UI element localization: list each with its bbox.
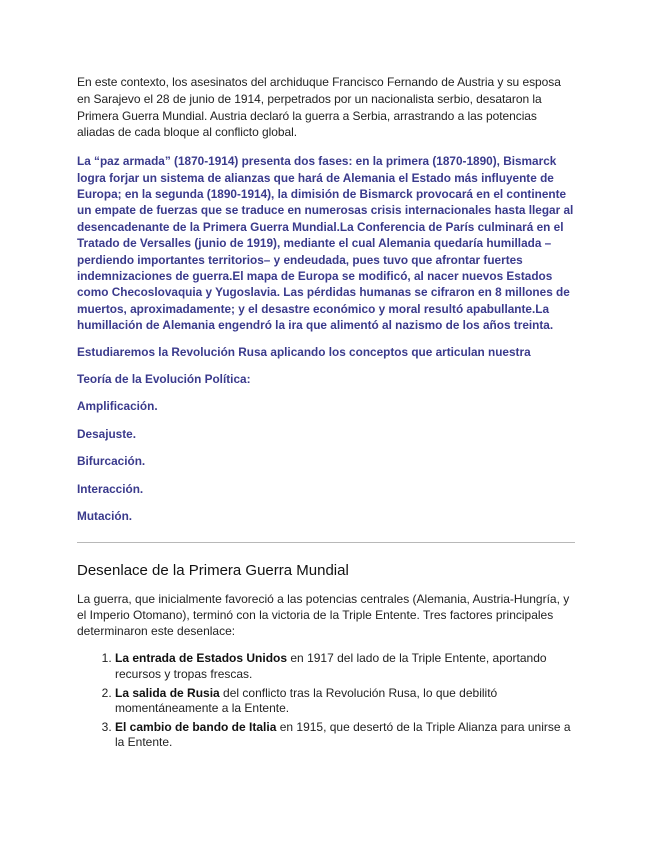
concept-item: Mutación. xyxy=(77,509,133,524)
factor-title: La entrada de Estados Unidos xyxy=(115,651,288,666)
factor-text: en 1917 del lado de la Triple Entente, aportando recursos y tropas frescas. xyxy=(115,651,547,681)
intro-paragraph: En este contexto, los asesinatos del archiduque Francisco Fernando de Austria y su esposa en Sarajevo el 28 de junio de 1914, perpetrados por un nacionalista serbio, desataron la Primera Guerra Mundial. Austria declaró la guerra a Serbia, arrastrando a las potencias aliadas de cada bloque al conflicto global. xyxy=(77,75,561,140)
section-divider xyxy=(77,542,575,543)
factor-text: en 1915, que desertó de la Triple Alianza para unirse a la Entente. xyxy=(115,719,571,750)
section-heading: Desenlace de la Primera Guerra Mundial xyxy=(77,561,349,579)
list-item xyxy=(115,651,577,682)
factor-text: del conflicto tras la Revolución Rusa, lo que debilitó momentáneamente a la Entente. xyxy=(115,685,498,716)
concept-item: Amplificación. xyxy=(77,399,158,414)
concept-item: Interacción. xyxy=(77,481,144,496)
list-item xyxy=(115,720,577,751)
paz-armada-paragraph: La “paz armada” (1870-1914) presenta dos fases: en la primera (1870-1890), Bismarck logra forjar un sistema de alianzas que hará de Alemania el Estado más influyente de Europa; en la segunda (1890-1914), la dimisión de Bismarck provocará en el continente un empate de fuerzas que se traduce en numerosas crisis internacionales hasta llegar al desencadenante de la Primera Guerra Mundial.La Conferencia de París culminará en el Tratado de Versalles (junio de 1919), mediante el cual Alemania quedaría humillada –perdiendo importantes territorios– y endeudada, pues tuvo que afrontar fuertes indemnizaciones de guerra.El mapa de Europa se modificó, al nacer nuevos Estados como Checoslovaquia y Yugoslavia. Las pérdidas humanas se cifraron en 8 millones de muertos, aproximadamente; y el desastre económico y moral resultó apabullante.La humillación de Alemania engendró la ira que alimentó al nazismo de los años treinta. xyxy=(77,154,574,333)
factor-title: El cambio de bando de Italia xyxy=(115,719,277,734)
factor-title: La salida de Rusia xyxy=(115,685,220,700)
study-line: Estudiaremos la Revolución Rusa aplicando los conceptos que articulan nuestra xyxy=(77,344,531,359)
document-page xyxy=(77,74,577,754)
theory-line: Teoría de la Evolución Política: xyxy=(77,372,251,387)
concept-item: Desajuste. xyxy=(77,426,137,441)
list-item xyxy=(115,686,577,717)
section-paragraph: La guerra, que inicialmente favoreció a las potencias centrales (Alemania, Austria-Hungría, y el Imperio Otomano), terminó con la victoria de la Triple Entente. Tres factores principales determinaron este desenlace: xyxy=(77,591,570,639)
factors-list xyxy=(77,651,577,751)
concept-item: Bifurcación. xyxy=(77,454,146,469)
